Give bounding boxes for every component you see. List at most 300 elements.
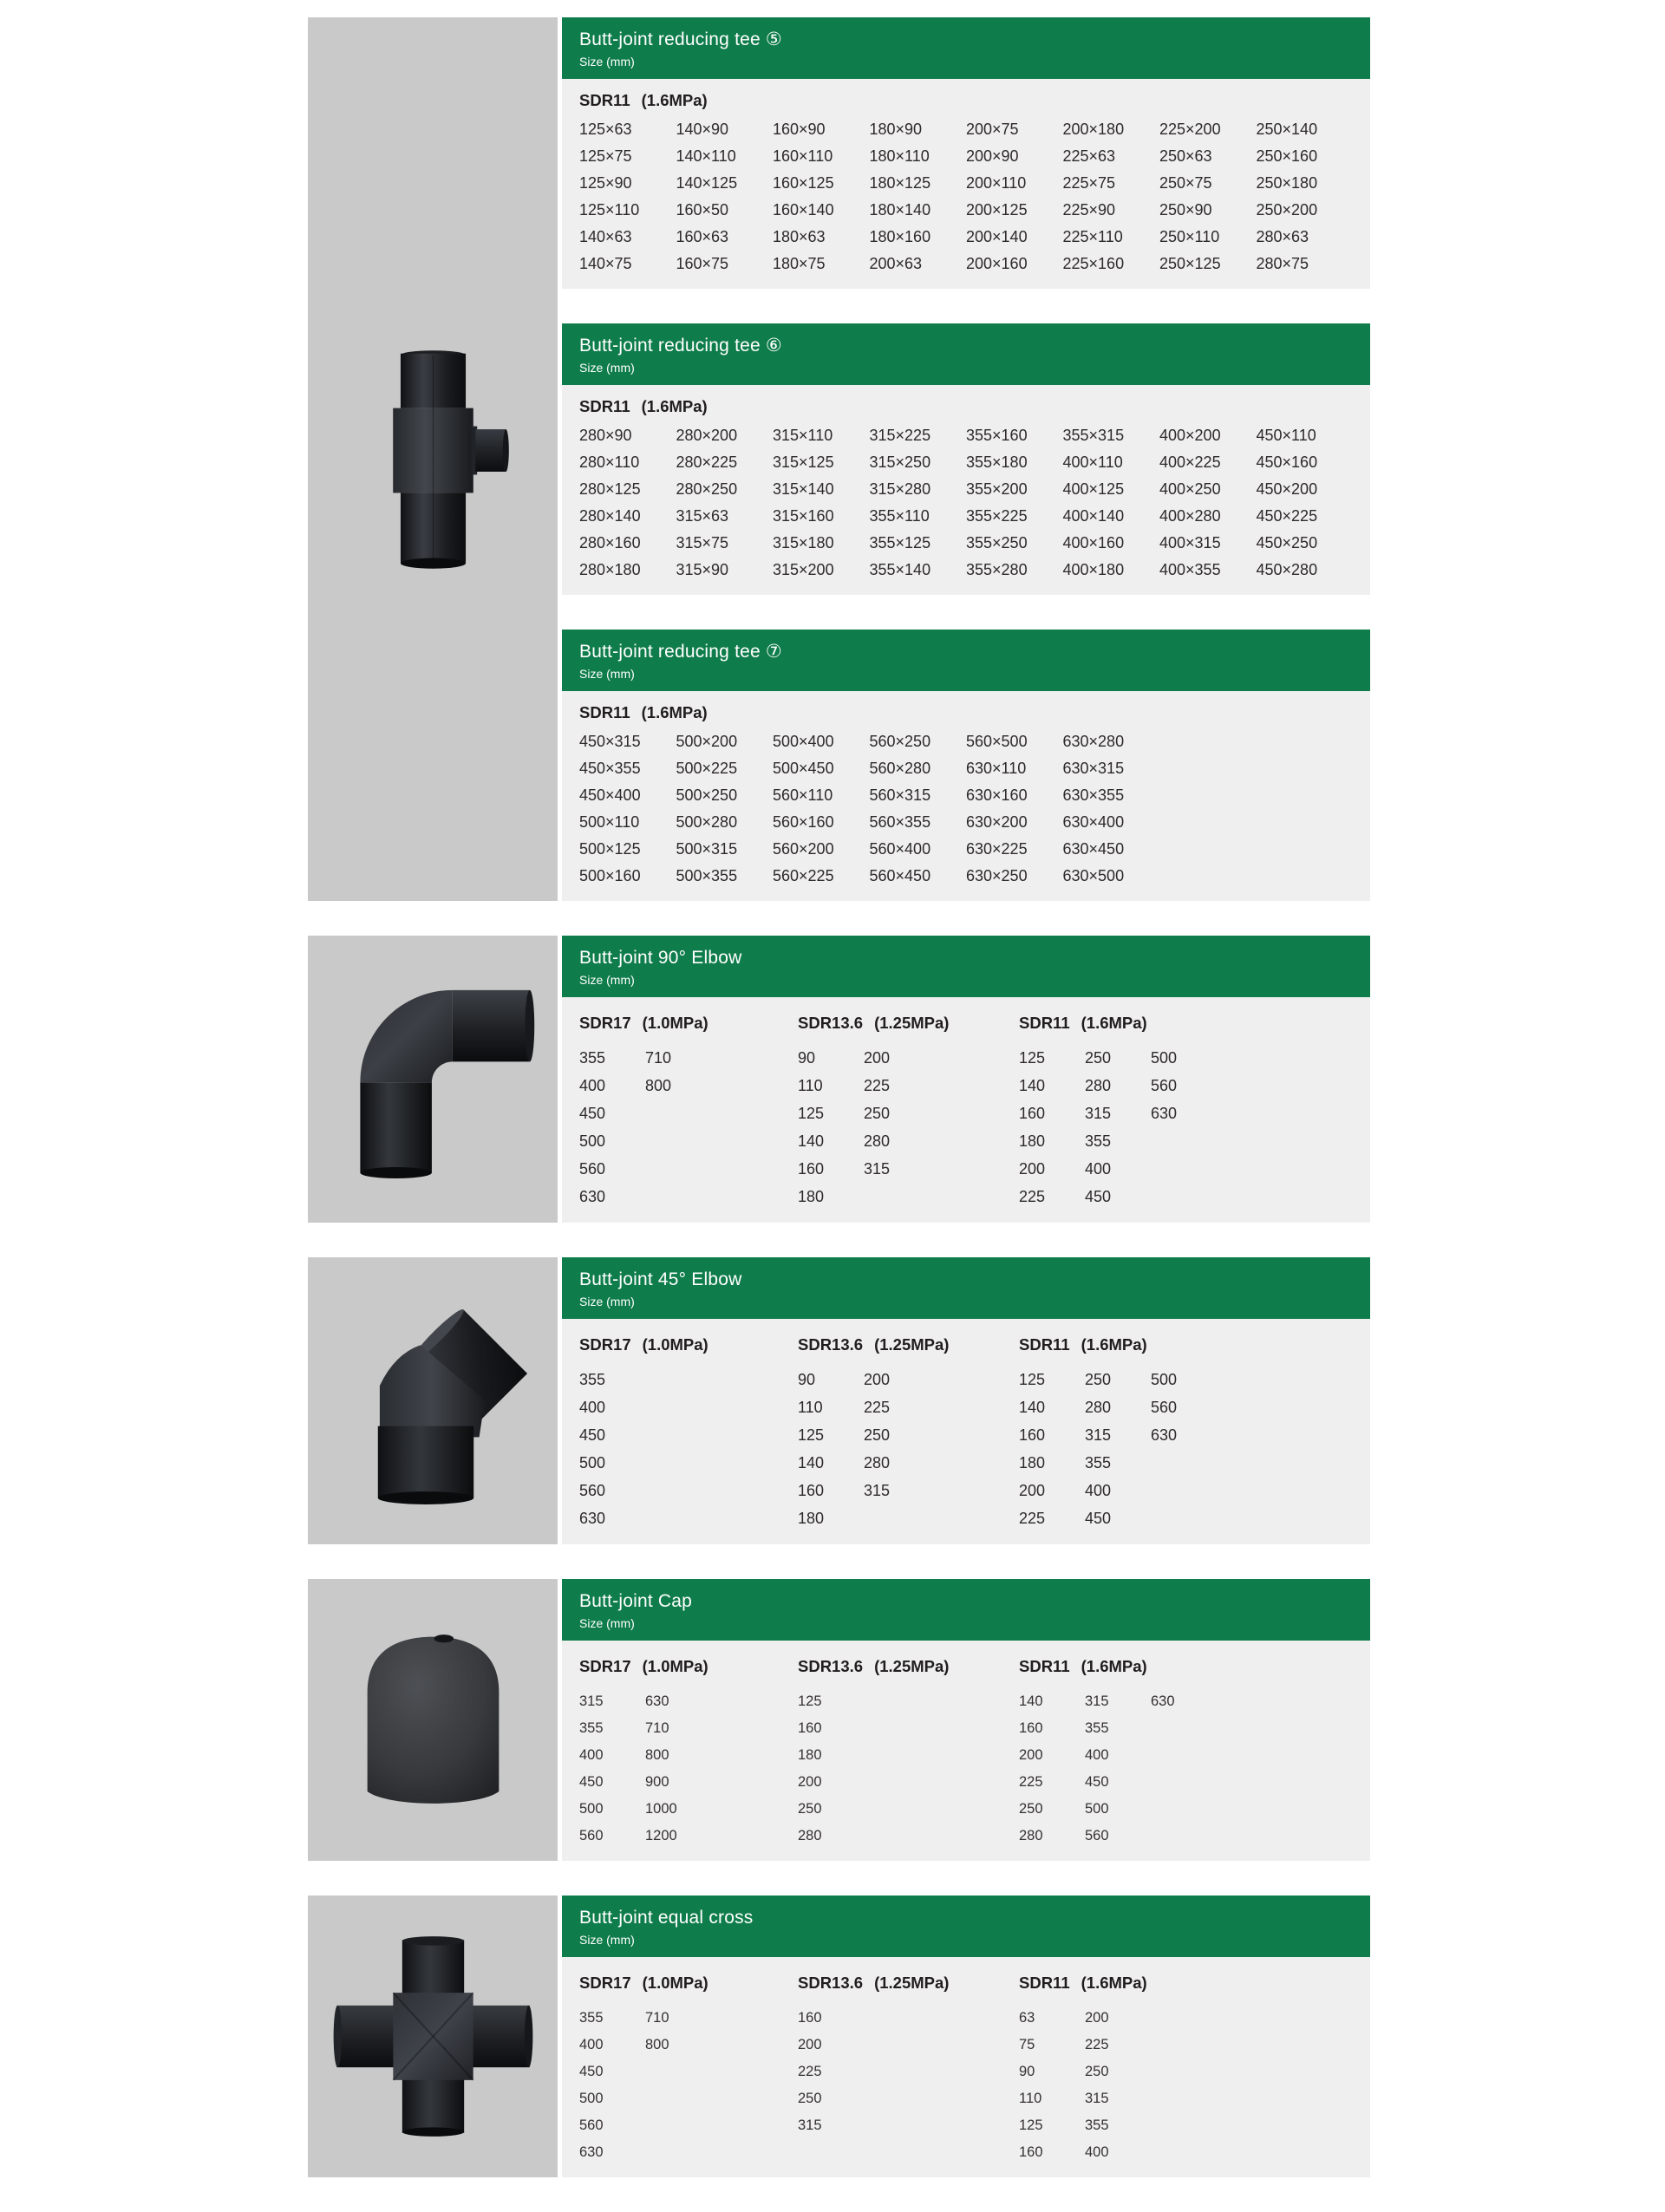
spec-name: SDR11 <box>1019 1014 1070 1032</box>
size-cell: 500×400 <box>773 733 834 750</box>
size-row <box>579 1422 1353 1450</box>
size-cell: 315×75 <box>676 534 729 551</box>
size-group-cell <box>798 1156 1019 1184</box>
size-cell: 500×280 <box>676 813 738 831</box>
spec-name: SDR13.6 <box>798 1657 864 1675</box>
size-cell: 400×225 <box>1159 453 1221 471</box>
size-group-cell <box>1019 1156 1353 1184</box>
pressure-rating: (1.6MPa) <box>1081 1974 1147 1992</box>
equal-cross-photo-panel <box>308 1896 558 2177</box>
size-row <box>579 1823 1353 1850</box>
size-row <box>579 1478 1353 1505</box>
elbow-90-photo-svg <box>324 981 541 1178</box>
size-group-cell <box>798 1073 1019 1100</box>
table-header <box>562 323 1370 385</box>
size-group-cell <box>798 1478 1019 1505</box>
size-group-cell <box>579 1045 798 1073</box>
size-cell: 225×200 <box>1159 121 1221 138</box>
size-cell: 225 <box>1019 1774 1043 1790</box>
size-cell: 400 <box>1085 1747 1109 1763</box>
spec-group <box>798 1653 1019 1682</box>
size-row <box>579 170 1353 197</box>
size-cell: 160 <box>1019 2144 1043 2160</box>
table-body <box>562 79 1370 289</box>
spec-name: SDR11 <box>579 397 630 415</box>
size-cell: 125 <box>798 1426 825 1444</box>
tables-column <box>562 1579 1370 1861</box>
size-cell: 355×200 <box>966 480 1028 498</box>
size-cell: 630 <box>1151 1105 1178 1122</box>
spec-group <box>798 1969 1019 1999</box>
size-cell: 160×63 <box>676 228 729 245</box>
size-group-cell <box>579 1688 798 1715</box>
spec-name: SDR11 <box>579 91 630 109</box>
size-cell: 200 <box>798 2037 822 2052</box>
spec-name: SDR17 <box>579 1974 631 1992</box>
size-cell: 160×75 <box>676 255 729 272</box>
size-cell: 630×200 <box>966 813 1028 831</box>
size-cell: 450×315 <box>579 733 641 750</box>
size-cell: 630×160 <box>966 786 1028 804</box>
size-group-cell <box>1019 1715 1353 1742</box>
size-cell: 355×180 <box>966 453 1028 471</box>
size-cell: 630 <box>579 1188 606 1205</box>
size-group-cell <box>1019 1422 1353 1450</box>
size-cell: 315×125 <box>773 453 834 471</box>
size-cell: 225 <box>798 2064 822 2079</box>
size-cell: 280×63 <box>1256 228 1309 245</box>
size-row <box>579 1073 1353 1100</box>
size-cell: 180×75 <box>773 255 826 272</box>
size-cell <box>1257 782 1354 809</box>
size-cell: 180×110 <box>869 147 930 165</box>
size-cell: 500×225 <box>676 760 738 777</box>
elbow-45-photo <box>331 1297 535 1505</box>
size-cell: 125 <box>1019 1371 1046 1388</box>
size-cell: 400 <box>579 1077 606 1094</box>
size-cell: 315×140 <box>773 480 834 498</box>
size-cell: 225×160 <box>1062 255 1125 272</box>
spec-group <box>579 1009 798 1039</box>
size-row <box>579 2005 1353 2032</box>
size-cell: 160 <box>1019 1720 1043 1736</box>
size-cell: 125 <box>1019 1049 1046 1067</box>
size-row <box>579 755 1353 782</box>
size-group-cell <box>579 1450 798 1478</box>
spec-name: SDR17 <box>579 1014 631 1032</box>
size-cell: 560×400 <box>869 840 931 858</box>
size-cell: 560×200 <box>773 840 834 858</box>
size-cell: 110 <box>798 1077 823 1094</box>
size-cell: 160 <box>1019 1426 1046 1444</box>
size-cell: 250×63 <box>1159 147 1212 165</box>
size-cell: 560 <box>1085 1828 1109 1843</box>
size-cell: 200×75 <box>966 121 1019 138</box>
size-cell: 355×110 <box>869 507 930 525</box>
size-cell: 560×315 <box>869 786 931 804</box>
product-title: Butt-joint reducing tee ⑦ <box>579 642 782 662</box>
table-header <box>562 1257 1370 1319</box>
size-cell: 560 <box>579 2117 604 2133</box>
size-cell: 500 <box>1151 1049 1178 1067</box>
spec-group <box>1019 1009 1353 1039</box>
size-cell: 200×140 <box>966 228 1028 245</box>
size-cell: 630×450 <box>1062 840 1125 858</box>
spec-name: SDR11 <box>1019 1974 1070 1992</box>
size-row <box>579 557 1353 584</box>
size-cell <box>1257 863 1354 890</box>
size-cell: 450×355 <box>579 760 641 777</box>
size-cell: 315 <box>579 1693 604 1709</box>
size-cell: 710 <box>645 1720 669 1736</box>
size-cell <box>1159 755 1257 782</box>
size-cell: 355×140 <box>869 561 931 578</box>
size-cell: 500 <box>579 2091 604 2106</box>
pressure-rating: (1.6MPa) <box>641 703 708 721</box>
size-cell: 250×200 <box>1256 201 1318 219</box>
size-cell: 315 <box>864 1482 891 1499</box>
size-cell <box>1257 809 1354 836</box>
size-cell: 200 <box>1019 1482 1046 1499</box>
size-cell: 630×500 <box>1062 867 1125 884</box>
spec-name: SDR11 <box>579 703 630 721</box>
size-cell: 90 <box>1019 2064 1035 2079</box>
product-table <box>562 936 1370 1223</box>
spec-name: SDR17 <box>579 1335 631 1354</box>
size-cell: 280×200 <box>676 427 738 444</box>
size-cell: 200 <box>864 1049 891 1067</box>
size-unit-label: Size (mm) <box>579 973 635 987</box>
size-cell: 250×75 <box>1159 174 1212 192</box>
size-cell: 250 <box>798 2091 822 2106</box>
size-group-cell <box>579 2005 798 2032</box>
size-unit-label: Size (mm) <box>579 361 635 375</box>
size-row <box>579 1184 1353 1211</box>
size-cell: 560 <box>1151 1077 1178 1094</box>
size-group-cell <box>1019 2085 1353 2112</box>
pressure-rating: (1.6MPa) <box>1081 1014 1147 1032</box>
cap-photo-svg <box>344 1624 522 1817</box>
size-row <box>579 782 1353 809</box>
size-cell: 500×450 <box>773 760 834 777</box>
size-cell: 500×200 <box>676 733 738 750</box>
reducing-tee-photo <box>357 346 509 573</box>
spec-group <box>1019 1969 1353 1999</box>
size-cell: 225 <box>1019 1510 1046 1527</box>
size-cell: 500 <box>579 1454 606 1471</box>
size-cell: 315×200 <box>773 561 834 578</box>
size-row <box>579 2085 1353 2112</box>
size-cell <box>1159 782 1257 809</box>
size-group-cell <box>798 1128 1019 1156</box>
size-cell: 200 <box>1019 1747 1043 1763</box>
size-cell: 140×63 <box>579 228 632 245</box>
size-cell: 160 <box>798 1720 822 1736</box>
tables-column <box>562 1257 1370 1544</box>
size-cell: 355×315 <box>1062 427 1125 444</box>
size-cell: 225 <box>1085 2037 1109 2052</box>
size-cell: 630 <box>579 2144 604 2160</box>
size-cell: 280×140 <box>579 507 641 525</box>
product-title: Butt-joint reducing tee ⑤ <box>579 29 782 49</box>
product-table <box>562 1257 1370 1544</box>
table-body <box>562 997 1370 1223</box>
product-block <box>308 1896 1370 2177</box>
size-cell: 160 <box>798 2010 822 2026</box>
size-row <box>579 449 1353 476</box>
size-group-cell <box>579 2032 798 2059</box>
size-cell: 800 <box>645 1077 672 1094</box>
size-cell: 630×225 <box>966 840 1028 858</box>
pressure-rating: (1.0MPa) <box>642 1657 708 1675</box>
size-cell: 315×90 <box>676 561 729 578</box>
size-cell: 710 <box>645 2010 669 2026</box>
size-cell: 355 <box>1085 1454 1112 1471</box>
size-cell: 180 <box>1019 1454 1046 1471</box>
size-cell: 450×160 <box>1256 453 1318 471</box>
size-cell: 140×90 <box>676 121 729 138</box>
size-cell: 630×315 <box>1062 760 1125 777</box>
size-cell: 180 <box>798 1188 825 1205</box>
size-group-cell <box>798 1394 1019 1422</box>
size-group-cell <box>1019 1450 1353 1478</box>
size-row <box>579 1450 1353 1478</box>
size-cell: 180×160 <box>869 228 931 245</box>
catalog <box>308 17 1370 2212</box>
size-cell: 140 <box>1019 1077 1046 1094</box>
size-group-cell <box>798 2059 1019 2085</box>
size-cell: 250×140 <box>1256 121 1318 138</box>
size-cell: 400×140 <box>1062 507 1125 525</box>
size-cell: 160×125 <box>773 174 834 192</box>
product-table <box>562 1579 1370 1861</box>
size-row <box>579 1505 1353 1533</box>
tables-column <box>562 1896 1370 2177</box>
size-cell: 280 <box>1085 1399 1112 1416</box>
reducing-tee-photo-svg <box>357 346 509 573</box>
product-table <box>562 630 1370 901</box>
size-group-cell <box>798 1796 1019 1823</box>
reducing-tee-photo-panel <box>308 17 558 901</box>
size-group-cell <box>579 1367 798 1394</box>
product-block <box>308 1579 1370 1861</box>
product-table <box>562 323 1370 595</box>
size-cell: 500 <box>1085 1801 1109 1817</box>
size-cell: 560×225 <box>773 867 834 884</box>
size-row <box>579 809 1353 836</box>
size-cell: 560×110 <box>773 786 833 804</box>
size-cell <box>1159 728 1257 755</box>
size-cell: 355 <box>579 1720 604 1736</box>
size-cell: 450×250 <box>1256 534 1318 551</box>
pressure-rating: (1.6MPa) <box>1081 1335 1147 1354</box>
product-title: Butt-joint 90° Elbow <box>579 948 742 968</box>
size-cell: 400 <box>579 2037 604 2052</box>
size-cell: 1200 <box>645 1828 677 1843</box>
size-row <box>579 503 1353 530</box>
spec-row <box>579 699 1353 728</box>
size-group-cell <box>1019 1478 1353 1505</box>
size-cell: 140×110 <box>676 147 736 165</box>
size-cell: 560×160 <box>773 813 834 831</box>
size-cell: 225×75 <box>1062 174 1116 192</box>
size-row <box>579 224 1353 251</box>
size-cell <box>1159 809 1257 836</box>
size-cell: 500×315 <box>676 840 738 858</box>
elbow-45-photo-panel <box>308 1257 558 1544</box>
size-row <box>579 143 1353 170</box>
product-table <box>562 1896 1370 2177</box>
size-row <box>579 422 1353 449</box>
size-cell: 125×90 <box>579 174 632 192</box>
size-cell: 500 <box>1151 1371 1178 1388</box>
size-cell: 200×125 <box>966 201 1028 219</box>
spec-row <box>579 393 1353 422</box>
product-block <box>308 936 1370 1223</box>
size-cell: 250×110 <box>1159 228 1220 245</box>
size-group-cell <box>1019 2032 1353 2059</box>
size-cell: 355 <box>579 1049 606 1067</box>
size-cell: 200×110 <box>966 174 1027 192</box>
spec-group <box>579 1331 798 1360</box>
size-group-cell <box>579 1796 798 1823</box>
spec-name: SDR13.6 <box>798 1014 864 1032</box>
size-cell: 125×75 <box>579 147 632 165</box>
spec-group <box>579 1653 798 1682</box>
size-cell: 500 <box>579 1132 606 1150</box>
spec-header-row <box>579 1327 1353 1367</box>
size-cell: 400×180 <box>1062 561 1125 578</box>
size-group-cell <box>579 1478 798 1505</box>
size-cell: 315×63 <box>676 507 729 525</box>
spec-group <box>1019 1331 1353 1360</box>
size-group-cell <box>798 1742 1019 1769</box>
size-cell: 450 <box>1085 1774 1109 1790</box>
size-cell: 280 <box>798 1828 822 1843</box>
size-cell: 140 <box>1019 1399 1046 1416</box>
size-row <box>579 1394 1353 1422</box>
size-group-cell <box>1019 1742 1353 1769</box>
size-cell: 315 <box>864 1160 891 1178</box>
size-unit-label: Size (mm) <box>579 1295 635 1308</box>
size-cell: 400×200 <box>1159 427 1221 444</box>
spec-name: SDR13.6 <box>798 1974 864 1992</box>
size-cell: 450 <box>579 1105 606 1122</box>
size-group-cell <box>1019 1128 1353 1156</box>
size-group-cell <box>798 2139 1019 2166</box>
size-group-cell <box>1019 1184 1353 1211</box>
spec-name: SDR17 <box>579 1657 631 1675</box>
size-cell: 400×315 <box>1159 534 1221 551</box>
size-group-cell <box>1019 2112 1353 2139</box>
size-group-cell <box>579 2085 798 2112</box>
product-title: Butt-joint equal cross <box>579 1908 754 1928</box>
size-cell: 160×140 <box>773 201 834 219</box>
size-cell <box>1159 836 1257 863</box>
size-cell: 225×110 <box>1062 228 1123 245</box>
size-cell: 200×90 <box>966 147 1019 165</box>
spec-name: SDR11 <box>1019 1335 1070 1354</box>
size-cell: 140×75 <box>579 255 632 272</box>
size-group-cell <box>1019 1100 1353 1128</box>
size-cell: 280×225 <box>676 453 738 471</box>
elbow-90-photo-panel <box>308 936 558 1223</box>
size-cell: 315×250 <box>869 453 931 471</box>
size-cell: 125 <box>798 1105 825 1122</box>
size-cell: 280 <box>1085 1077 1112 1094</box>
size-cell: 450×110 <box>1256 427 1316 444</box>
size-cell: 200×160 <box>966 255 1028 272</box>
size-cell: 500×125 <box>579 840 641 858</box>
size-group-cell <box>579 1742 798 1769</box>
cap-photo <box>344 1624 522 1817</box>
size-cell: 560×500 <box>966 733 1028 750</box>
size-cell: 315 <box>1085 1105 1112 1122</box>
size-unit-label: Size (mm) <box>579 1616 635 1630</box>
size-cell: 280×90 <box>579 427 632 444</box>
size-cell: 125 <box>798 1693 822 1709</box>
size-cell: 560 <box>579 1482 606 1499</box>
size-cell: 355×250 <box>966 534 1028 551</box>
size-cell: 160×50 <box>676 201 729 219</box>
size-cell: 140×125 <box>676 174 738 192</box>
size-cell: 560×280 <box>869 760 931 777</box>
size-cell: 125 <box>1019 2117 1043 2133</box>
size-group-cell <box>798 1505 1019 1533</box>
size-cell: 180×140 <box>869 201 931 219</box>
size-cell: 200 <box>1085 2010 1109 2026</box>
size-cell: 800 <box>645 1747 669 1763</box>
spec-group <box>579 1969 798 1999</box>
size-cell: 500×250 <box>676 786 738 804</box>
size-group-cell <box>579 1823 798 1850</box>
size-cell: 450 <box>579 1774 604 1790</box>
size-cell: 315×180 <box>773 534 834 551</box>
size-unit-label: Size (mm) <box>579 667 635 681</box>
size-cell: 180 <box>798 1747 822 1763</box>
product-title: Butt-joint reducing tee ⑥ <box>579 336 782 356</box>
size-cell: 225×90 <box>1062 201 1116 219</box>
size-cell: 280 <box>864 1132 891 1150</box>
elbow-45-photo-svg <box>331 1297 535 1505</box>
size-cell: 200 <box>1019 1160 1046 1178</box>
size-cell: 280×125 <box>579 480 641 498</box>
size-group-cell <box>1019 1045 1353 1073</box>
size-group-cell <box>798 1450 1019 1478</box>
pressure-rating: (1.25MPa) <box>874 1974 950 1992</box>
size-cell: 250×125 <box>1159 255 1221 272</box>
table-body <box>562 1641 1370 1861</box>
size-row <box>579 1796 1353 1823</box>
pressure-rating: (1.0MPa) <box>642 1974 708 1992</box>
size-row <box>579 836 1353 863</box>
size-cell: 400 <box>579 1399 606 1416</box>
size-cell: 710 <box>645 1049 672 1067</box>
size-cell: 400 <box>579 1747 604 1763</box>
size-group-cell <box>798 2085 1019 2112</box>
size-cell: 280×110 <box>579 453 640 471</box>
size-cell: 315 <box>1085 2091 1109 2106</box>
size-cell: 355 <box>579 2010 604 2026</box>
size-cell <box>1257 755 1354 782</box>
size-row <box>579 863 1353 890</box>
spec-header-row <box>579 1965 1353 2005</box>
pressure-rating: (1.6MPa) <box>641 397 708 415</box>
size-cell: 355 <box>579 1371 606 1388</box>
size-cell: 225 <box>864 1399 891 1416</box>
size-cell: 500 <box>579 1801 604 1817</box>
table-header <box>562 630 1370 691</box>
